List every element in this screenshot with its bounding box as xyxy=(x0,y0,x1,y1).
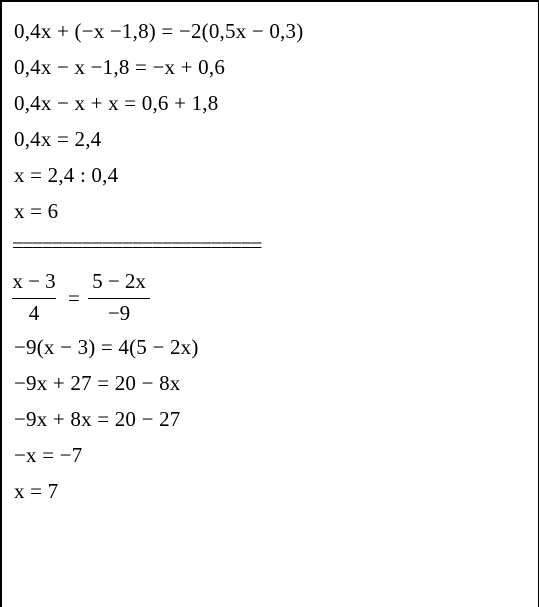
equation-line-2: 0,4x − x −1,8 = −x + 0,6 xyxy=(14,55,226,79)
equation-line-5: x = 2,4 : 0,4 xyxy=(14,163,119,187)
equation-line-6: x = 6 xyxy=(14,199,59,223)
equation-line-11: x = 7 xyxy=(14,479,59,503)
equation-line-3: 0,4x − x + x = 0,6 + 1,8 xyxy=(14,91,219,115)
fraction-equation xyxy=(12,268,212,330)
fraction-right-numerator: 5 − 2x xyxy=(92,269,146,293)
equation-line-7: −9(x − 3) = 4(5 − 2x) xyxy=(14,335,199,359)
equation-line-10: −x = −7 xyxy=(14,443,83,467)
fraction-right xyxy=(88,268,150,330)
fraction-right-bar xyxy=(88,298,150,299)
fraction-equals-sign: = xyxy=(68,286,80,310)
separator-line: ========================= xyxy=(12,233,261,257)
fraction-left xyxy=(12,268,56,330)
equation-line-9: −9x + 8x = 20 − 27 xyxy=(14,407,181,431)
fraction-left-denominator: 4 xyxy=(28,301,40,325)
equation-line-4: 0,4x = 2,4 xyxy=(14,127,102,151)
equation-line-8: −9x + 27 = 20 − 8x xyxy=(14,371,181,395)
fraction-left-numerator: x − 3 xyxy=(12,269,56,293)
fraction-left-bar xyxy=(12,298,56,299)
fraction-right-denominator: −9 xyxy=(107,301,131,325)
equation-line-1: 0,4x + (−x −1,8) = −2(0,5x − 0,3) xyxy=(14,19,304,43)
